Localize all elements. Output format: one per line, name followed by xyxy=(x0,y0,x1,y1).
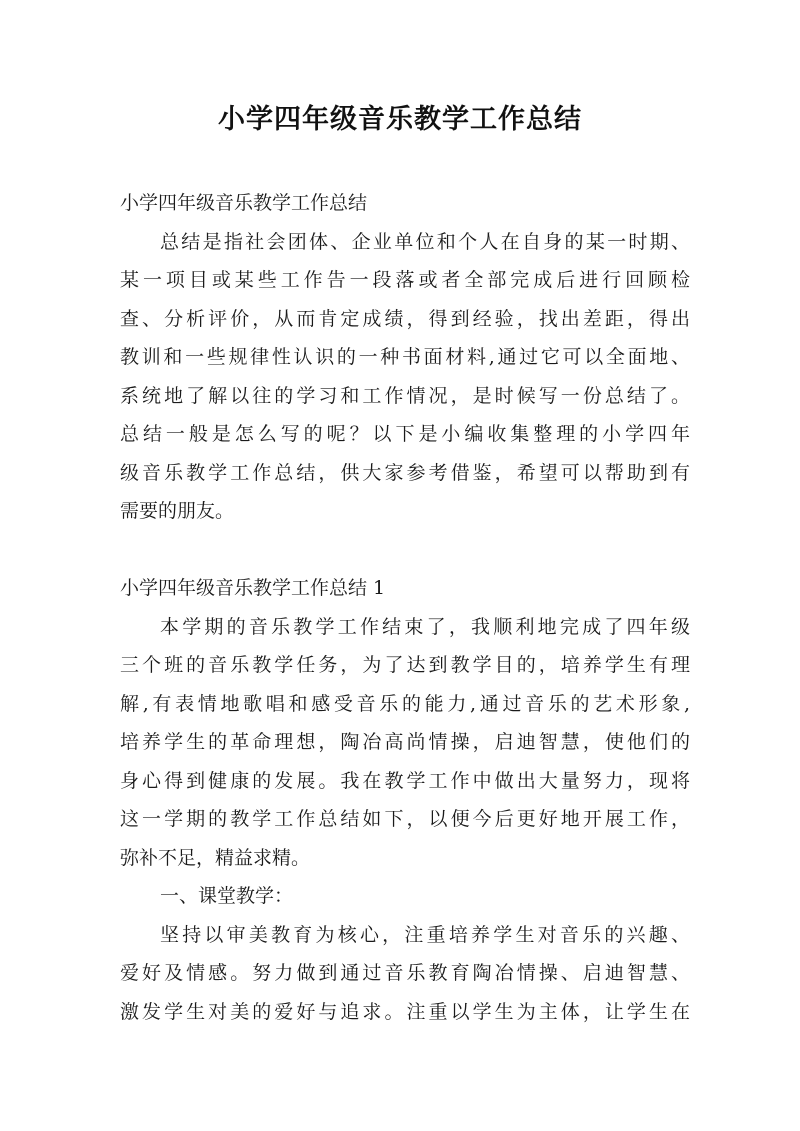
intro-line: 总结是指社会团体、企业单位和个人在自身的某一时期、 xyxy=(160,230,690,253)
intro-line: 系统地了解以往的学习和工作情况，是时候写一份总结了。 xyxy=(120,384,690,407)
section1-line: 三个班的音乐教学任务，为了达到教学目的，培养学生有理 xyxy=(120,654,690,676)
section1-line: 培养学生的革命理想，陶冶高尚情操，启迪智慧，使他们的 xyxy=(120,731,690,753)
subheading-classroom-teaching: 一、课堂教学： xyxy=(160,885,294,907)
intro-line: 需要的朋友。 xyxy=(120,500,235,522)
intro-line: 教训和一些规律性认识的一种书面材料,通过它可以全面地、 xyxy=(120,346,690,368)
intro-line: 某一项目或某些工作告一段落或者全部完成后进行回顾检 xyxy=(120,269,690,291)
intro-line: 总结一般是怎么写的呢？以下是小编收集整理的小学四年 xyxy=(120,423,690,445)
intro-line: 级音乐教学工作总结，供大家参考借鉴，希望可以帮助到有 xyxy=(120,461,690,484)
section1-line: 本学期的音乐教学工作结束了，我顺利地完成了四年级 xyxy=(160,615,690,638)
section1-line: 解,有表情地歌唱和感受音乐的能力,通过音乐的艺术形象, xyxy=(120,692,690,715)
section1-heading: 小学四年级音乐教学工作总结 1 xyxy=(120,577,386,599)
section1-line: 弥补不足，精益求精。 xyxy=(120,846,311,869)
intro-heading: 小学四年级音乐教学工作总结 xyxy=(120,192,368,214)
intro-line: 查、分析评价，从而肯定成绩，得到经验，找出差距，得出 xyxy=(120,307,690,330)
paragraph-spacer xyxy=(120,531,690,570)
section1-line: 这一学期的教学工作总结如下，以便今后更好地开展工作， xyxy=(120,808,690,830)
section1b-line: 爱好及情感。努力做到通过音乐教育陶冶情操、启迪智慧、 xyxy=(120,962,690,984)
section1b-line: 激发学生对美的爱好与追求。注重以学生为主体，让学生在 xyxy=(120,1000,690,1023)
section1-line: 身心得到健康的发展。我在教学工作中做出大量努力，现将 xyxy=(120,769,690,792)
document-title: 小学四年级音乐教学工作总结 xyxy=(218,104,582,135)
section1b-line: 坚持以审美教育为核心，注重培养学生对音乐的兴趣、 xyxy=(160,923,690,946)
document-body xyxy=(120,184,690,1031)
